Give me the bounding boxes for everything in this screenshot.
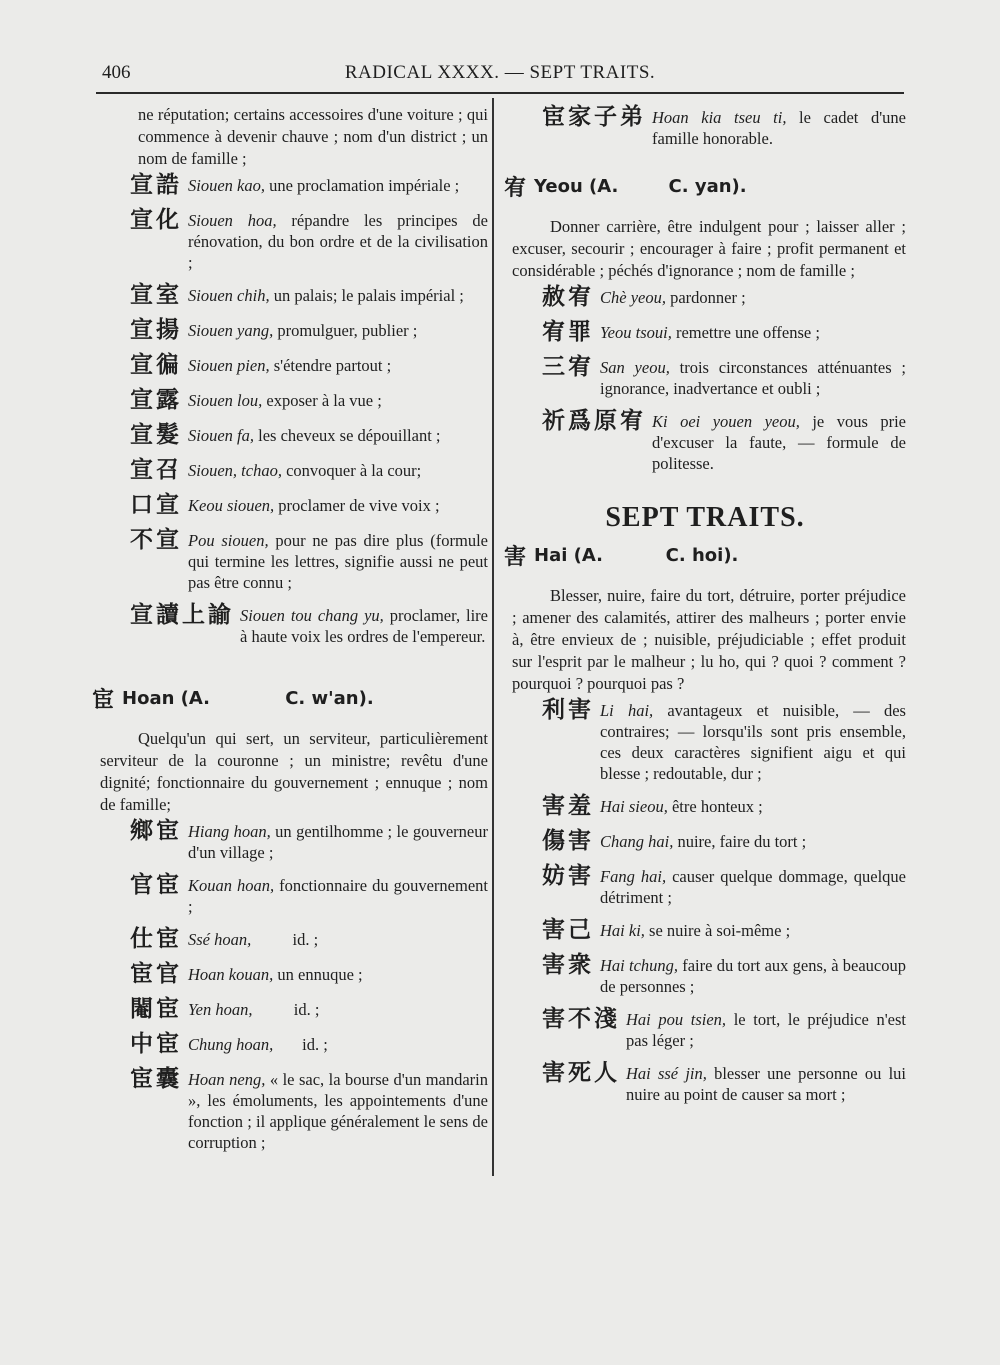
dictionary-entry (504, 354, 911, 399)
entry-characters: 宣徧 (130, 352, 182, 378)
entry-romanization: Hai ssé jin, (626, 1064, 707, 1083)
entry-list (92, 818, 493, 1153)
entry-list (504, 697, 911, 1105)
head-character: 宥 (504, 176, 527, 201)
entry-characters: 宣揚 (130, 317, 182, 343)
continued-definition: ne réputation; certains accessoires d'une voiture ; qui commence à devenir chauve ; nom d'un district ; un nom de famille ; (138, 105, 488, 168)
entry-definition: proclamer, lire à haute voix les ordres de l'empereur. (240, 606, 493, 646)
entry-description (188, 387, 488, 411)
entry-description (188, 282, 488, 306)
left-column (92, 104, 493, 1162)
entry-characters: 利害 (542, 697, 594, 723)
head-character: 宦 (92, 688, 115, 713)
entry-description (652, 104, 906, 149)
dictionary-entry (92, 527, 493, 593)
entry-romanization: Hoan neng, (188, 1070, 266, 1089)
entry-characters: 害己 (542, 917, 594, 943)
entry-description (600, 697, 911, 784)
dictionary-entry (92, 317, 488, 343)
entry-definition: pardonner ; (665, 288, 746, 307)
entry-romanization: Hai sieou, (600, 797, 668, 816)
entry-description (240, 602, 493, 647)
entry-description (188, 527, 493, 593)
entry-description (188, 492, 488, 516)
dictionary-entry (504, 828, 906, 854)
entry-romanization: Yeou tsoui, (600, 323, 672, 342)
entry-description (600, 917, 906, 941)
entry-definition: un gentilhomme ; le gouverneur d'un village ; (188, 822, 493, 862)
entry-description (188, 172, 488, 196)
page-number: 406 (102, 62, 131, 83)
entry-characters: 閹宦 (130, 996, 182, 1022)
entry-definition: répandre les principes de rénovation, du bon ordre et de la civilisation ; (188, 211, 493, 272)
dictionary-entry (92, 602, 493, 647)
entry-definition: une proclamation impériale ; (264, 176, 460, 195)
entry-characters: 害衆 (542, 952, 594, 978)
entry-definition: être honteux ; (667, 797, 763, 816)
entry-description (626, 1006, 911, 1051)
entry-romanization: Siouen lou, (188, 391, 263, 410)
entry-definition: les cheveux se dépouillant ; (254, 426, 441, 445)
entry-characters: 仕宦 (130, 926, 182, 952)
entry-romanization: Ki oei youen yeou, (652, 412, 800, 431)
dictionary-entry (92, 422, 488, 448)
entry-characters: 中宦 (130, 1031, 182, 1057)
head-definition: Blesser, nuire, faire du tort, détruire, porter préjudice ; amener des calamités, attirer des malheurs ; porter envie à, être envieux de ; nuisible, préjudiciable ; effet produit sur l'esprit par le malheur ; lu ho, qui ? quoi ? comment ? pourquoi ? pourquoi pas ? (512, 586, 906, 693)
entry-romanization: Siouen tou chang yu, (240, 606, 384, 625)
dictionary-entry (504, 917, 906, 943)
entry-definition: avantageux et nuisible, — des contraires; — lorsqu'ils sont pris ensemble, ces deux caractères signifient aigu et qui blesse ; redoutable, dur ; (600, 701, 911, 783)
entry-characters: 害不淺 (542, 1006, 620, 1032)
entry-romanization: Li hai, (600, 701, 654, 720)
entry-description (188, 872, 493, 917)
dictionary-entry (92, 1066, 493, 1153)
entry-definition: un palais; le palais impérial ; (269, 286, 464, 305)
entry-characters: 宣讀上諭 (130, 602, 234, 628)
entry-characters: 宣露 (130, 387, 182, 413)
head-entry-yeou (504, 171, 906, 202)
entry-definition: nuire, faire du tort ; (673, 832, 807, 851)
entry-description (188, 961, 488, 985)
entry-description (626, 1060, 911, 1105)
dictionary-entry (92, 926, 488, 952)
dictionary-entry (504, 793, 906, 819)
entry-description (188, 818, 493, 863)
entry-romanization: San yeou, (600, 358, 670, 377)
entry-description (652, 408, 911, 474)
entry-romanization: Hai ki, (600, 921, 645, 940)
dictionary-entry (504, 319, 906, 345)
dictionary-entry (92, 352, 488, 378)
entry-romanization: Yen hoan, (188, 1000, 253, 1019)
entry-description (600, 319, 906, 343)
entry-romanization: Fang hai, (600, 867, 667, 886)
entry-definition: convoquer à la cour; (281, 461, 422, 480)
entry-definition: proclamer de vive voix ; (274, 496, 440, 515)
entry-description (600, 793, 906, 817)
entry-romanization: Chè yeou, (600, 288, 666, 307)
entry-characters: 三宥 (542, 354, 594, 380)
head-label: Hoan (A. C. w'an). (122, 688, 374, 709)
head-definition: Donner carrière, être indulgent pour ; laisser aller ; excuser, secourir ; encourager à faire ; profit permanent et considérable ; péchés d'ignorance ; nom de famille ; (512, 217, 906, 280)
entry-description (188, 1031, 488, 1055)
entry-characters: 宦家子弟 (542, 104, 646, 130)
head-label: Yeou (A. C. yan). (534, 176, 747, 197)
entry-romanization: Kouan hoan, (188, 876, 275, 895)
head-entry-hai (504, 540, 906, 571)
dictionary-entry (92, 207, 493, 273)
entry-definition: blesser une personne ou lui nuire au point de causer sa mort ; (626, 1064, 911, 1104)
dictionary-entry (504, 863, 911, 908)
entry-list (92, 172, 493, 647)
entry-characters: 傷害 (542, 828, 594, 854)
entry-definition: trois circonstances atténuantes ; ignorance, inadvertance et oubli ; (600, 358, 911, 398)
entry-description (600, 952, 911, 997)
entry-description (188, 207, 493, 273)
entry-romanization: Siouen fa, (188, 426, 254, 445)
section-title: SEPT TRAITS. (605, 502, 805, 533)
entry-romanization: Hiang hoan, (188, 822, 271, 841)
entry-definition: se nuire à soi-même ; (644, 921, 791, 940)
entry-definition: le cadet d'une famille honorable. (652, 108, 906, 148)
entry-description (600, 828, 906, 852)
head-label: Hai (A. C. hoi). (534, 545, 739, 566)
entry-characters: 宣誥 (130, 172, 182, 198)
running-title: RADICAL XXXX. — SEPT TRAITS. (344, 62, 656, 83)
dictionary-entry (504, 284, 906, 310)
entry-description (188, 352, 488, 376)
entry-characters: 口宣 (130, 492, 182, 518)
entry-definition: remettre une offense ; (671, 323, 820, 342)
entry-description (600, 863, 911, 908)
entry-definition: pour ne pas dire plus (formule qui termine les lettres, signifie aussi ne peut pas être connu ; (188, 531, 493, 592)
entry-characters: 宣化 (130, 207, 182, 233)
dictionary-entry (92, 996, 488, 1022)
entry-list (504, 284, 911, 474)
entry-definition: fonctionnaire du gouvernement ; (188, 876, 493, 916)
dictionary-entry (504, 697, 911, 784)
entry-romanization: Hoan kia tseu ti, (652, 108, 787, 127)
dictionary-entry (504, 952, 911, 997)
entry-definition: faire du tort aux gens, à beaucoup de personnes ; (600, 956, 911, 996)
entry-romanization: Siouen kao, (188, 176, 265, 195)
entry-characters: 不宣 (130, 527, 182, 553)
entry-description (188, 1066, 493, 1153)
entry-characters: 宣室 (130, 282, 182, 308)
entry-romanization: Ssé hoan, (188, 930, 252, 949)
entry-romanization: Siouen pien, (188, 356, 270, 375)
entry-romanization: Hoan kouan, (188, 965, 274, 984)
entry-definition: un ennuque ; (273, 965, 363, 984)
entry-characters: 官宦 (130, 872, 182, 898)
entry-definition: le tort, le préjudice n'est pas léger ; (626, 1010, 911, 1050)
entry-characters: 妨害 (542, 863, 594, 889)
entry-romanization: Chung hoan, (188, 1035, 274, 1054)
head-character: 害 (504, 545, 527, 570)
entry-characters: 祈爲原宥 (542, 408, 646, 434)
entry-description (188, 422, 488, 446)
dictionary-entry (92, 282, 488, 308)
entry-romanization: Hai pou tsien, (626, 1010, 727, 1029)
head-definition: Quelqu'un qui sert, un serviteur, particulièrement serviteur de la couronne ; un ministre; revêtu d'une dignité; fonctionnaire du gouvernement ; ennuque ; nom de famille; (100, 729, 488, 814)
entry-definition: causer quelque dommage, quelque détriment ; (600, 867, 911, 907)
entry-characters: 宥罪 (542, 319, 594, 345)
entry-characters: 赦宥 (542, 284, 594, 310)
entry-characters: 害死人 (542, 1060, 620, 1086)
page-header (96, 58, 904, 94)
head-entry-hoan (92, 683, 488, 714)
entry-definition: « le sac, la bourse d'un mandarin », les émoluments, les appointements d'une fonction ; il applique généralement le sens de corruption ; (188, 1070, 493, 1152)
entry-romanization: Chang hai, (600, 832, 674, 851)
entry-definition: exposer à la vue ; (262, 391, 382, 410)
dictionary-entry (92, 172, 488, 198)
entry-characters: 害羞 (542, 793, 594, 819)
dictionary-entry (92, 457, 488, 483)
entry-description (188, 457, 488, 481)
dictionary-entry (92, 1031, 488, 1057)
entry-romanization: Siouen, tchao, (188, 461, 282, 480)
entry-romanization: Keou siouen, (188, 496, 275, 515)
dictionary-entry (504, 408, 911, 474)
dictionary-entry (92, 492, 488, 518)
entry-definition: id. ; (251, 930, 319, 949)
entry-description (600, 354, 911, 399)
entry-romanization: Hai tchung, (600, 956, 679, 975)
entry-description (188, 926, 488, 950)
entry-description (188, 317, 488, 341)
entry-definition: promulguer, publier ; (273, 321, 418, 340)
entry-romanization: Siouen hoa, (188, 211, 277, 230)
entry-description (600, 284, 906, 308)
column-divider (492, 98, 494, 1176)
entry-romanization: Siouen chih, (188, 286, 270, 305)
entry (504, 104, 906, 149)
entry-characters: 鄉宦 (130, 818, 182, 844)
entry-definition: id. ; (273, 1035, 328, 1054)
entry-description (188, 996, 488, 1020)
dictionary-entry (92, 961, 488, 987)
dictionary-entry (504, 1006, 911, 1051)
dictionary-entry (92, 818, 493, 863)
entry-characters: 宦囊 (130, 1066, 182, 1092)
entry-characters: 宣召 (130, 457, 182, 483)
entry-definition: id. ; (252, 1000, 320, 1019)
entry-definition: s'étendre partout ; (269, 356, 392, 375)
dictionary-entry (504, 1060, 911, 1105)
entry-characters: 宣髮 (130, 422, 182, 448)
dictionary-entry (92, 387, 488, 413)
entry-romanization: Pou siouen, (188, 531, 269, 550)
entry-definition: je vous prie d'excuser la faute, — formule de politesse. (652, 412, 911, 473)
right-column (504, 104, 911, 1114)
dictionary-entry (92, 872, 493, 917)
entry-characters: 宦官 (130, 961, 182, 987)
entry-romanization: Siouen yang, (188, 321, 274, 340)
